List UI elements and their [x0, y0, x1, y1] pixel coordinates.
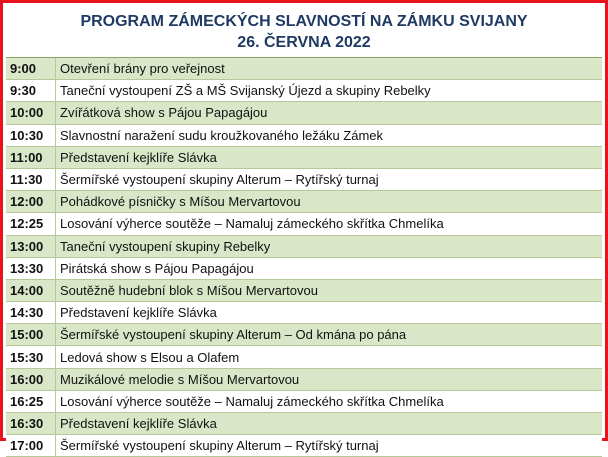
event-cell: Muzikálové melodie s Míšou Mervartovou — [56, 368, 603, 390]
event-cell: Slavnostní naražení sudu kroužkovaného ležáku Zámek — [56, 124, 603, 146]
time-cell: 17:00 — [6, 435, 56, 457]
program-rows — [6, 58, 602, 457]
time-cell: 13:30 — [6, 257, 56, 279]
table-row — [6, 435, 602, 457]
time-cell: 9:00 — [6, 58, 56, 80]
time-cell: 10:30 — [6, 124, 56, 146]
time-cell: 9:30 — [6, 80, 56, 102]
time-cell: 11:00 — [6, 146, 56, 168]
event-cell: Taneční vystoupení ZŠ a MŠ Svijanský Újezd a skupiny Rebelky — [56, 80, 603, 102]
event-cell: Soutěžně hudební blok s Míšou Mervartovou — [56, 279, 603, 301]
table-row — [6, 80, 602, 102]
event-cell: Losování výherce soutěže – Namaluj zámeckého skřítka Chmelíka — [56, 390, 603, 412]
table-row — [6, 257, 602, 279]
table-row — [6, 102, 602, 124]
table-row — [6, 191, 602, 213]
event-cell: Losování výherce soutěže – Namaluj zámeckého skřítka Chmelíka — [56, 213, 603, 235]
table-row — [6, 390, 602, 412]
program-table — [6, 58, 602, 457]
event-cell: Zvířátková show s Pájou Papagájou — [56, 102, 603, 124]
table-row — [6, 213, 602, 235]
event-cell: Představení kejklíře Slávka — [56, 146, 603, 168]
table-row — [6, 346, 602, 368]
table-row — [6, 324, 602, 346]
table-row — [6, 302, 602, 324]
table-row — [6, 413, 602, 435]
table-row — [6, 168, 602, 190]
time-cell: 15:30 — [6, 346, 56, 368]
program-header — [6, 6, 602, 56]
event-cell: Představení kejklíře Slávka — [56, 413, 603, 435]
time-cell: 15:00 — [6, 324, 56, 346]
event-cell: Pirátská show s Pájou Papagájou — [56, 257, 603, 279]
event-cell: Pohádkové písničky s Míšou Mervartovou — [56, 191, 603, 213]
time-cell: 12:00 — [6, 191, 56, 213]
event-cell: Otevření brány pro veřejnost — [56, 58, 603, 80]
table-row — [6, 368, 602, 390]
time-cell: 12:25 — [6, 213, 56, 235]
table-row — [6, 235, 602, 257]
time-cell: 13:00 — [6, 235, 56, 257]
time-cell: 16:30 — [6, 413, 56, 435]
event-cell: Šermířské vystoupení skupiny Alterum – Od kmána po pána — [56, 324, 603, 346]
time-cell: 14:00 — [6, 279, 56, 301]
event-cell: Šermířské vystoupení skupiny Alterum – Rytířský turnaj — [56, 168, 603, 190]
event-cell: Šermířské vystoupení skupiny Alterum – Rytířský turnaj — [56, 435, 603, 457]
event-cell: Představení kejklíře Slávka — [56, 302, 603, 324]
table-row — [6, 146, 602, 168]
time-cell: 11:30 — [6, 168, 56, 190]
time-cell: 16:00 — [6, 368, 56, 390]
event-cell: Taneční vystoupení skupiny Rebelky — [56, 235, 603, 257]
time-cell: 16:25 — [6, 390, 56, 412]
program-table-wrap — [6, 57, 602, 457]
event-cell: Ledová show s Elsou a Olafem — [56, 346, 603, 368]
title-line-1: PROGRAM ZÁMECKÝCH SLAVNOSTÍ NA ZÁMKU SVIJANY — [80, 13, 528, 30]
time-cell: 10:00 — [6, 102, 56, 124]
time-cell: 14:30 — [6, 302, 56, 324]
table-row — [6, 124, 602, 146]
title-line-2: 26. ČERVNA 2022 — [237, 34, 371, 51]
table-row — [6, 58, 602, 80]
table-row — [6, 279, 602, 301]
